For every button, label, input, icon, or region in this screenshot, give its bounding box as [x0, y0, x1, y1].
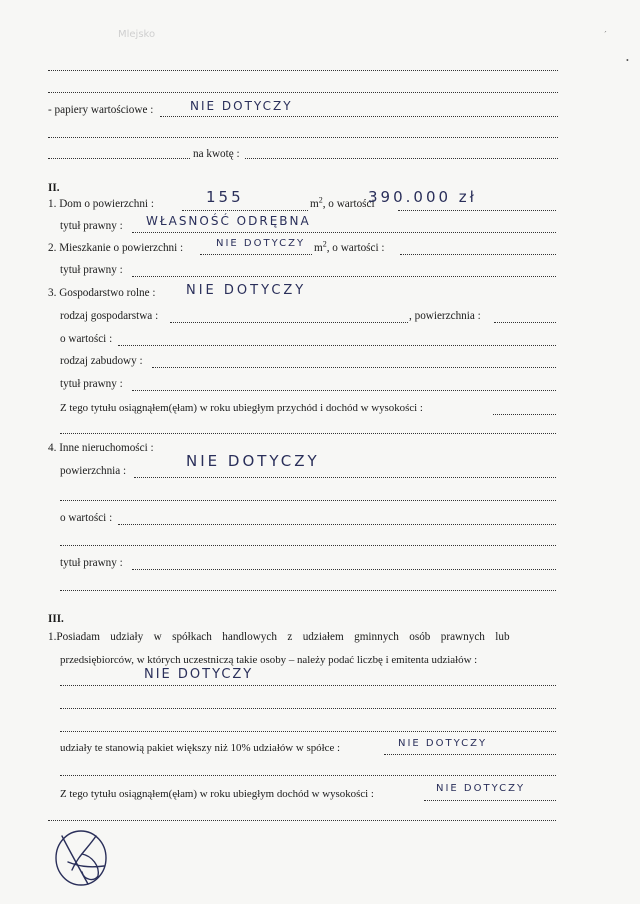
dotted-line — [493, 414, 556, 415]
farm-worth-label: o wartości : — [60, 333, 113, 345]
faint-header-text: Mlejsko — [118, 29, 156, 40]
flat-unit-sup: 2 — [322, 239, 327, 249]
dotted-line — [494, 322, 556, 323]
farm-income-label: Z tego tytułu osiągnąłem(ęłam) w roku ubiegłym przychód i dochód w wysokości : — [60, 402, 423, 414]
pakiet-label: udziały te stanowią pakiet większy niż 10% udziałów w spółce : — [60, 742, 341, 754]
other-area-label: powierzchnia : — [60, 465, 127, 477]
farm-value: NIE DOTYCZY — [186, 283, 307, 298]
section-3-heading: III. — [48, 613, 64, 625]
dotted-line — [134, 477, 556, 478]
dotted-line — [132, 232, 556, 233]
dotted-line — [48, 820, 556, 821]
dotted-line — [118, 524, 556, 525]
dotted-line — [60, 433, 556, 434]
other-title-label: tytuł prawny : — [60, 557, 123, 569]
dotted-line — [384, 754, 556, 755]
dotted-line — [48, 70, 558, 71]
shares-line-1: 1.Posiadam udziały w spółkach handlowych z udziałem gminnych osób prawnych lub — [48, 631, 510, 643]
income-value: NIE DOTYCZY — [436, 783, 526, 794]
house-unit-m: m — [310, 198, 319, 210]
farm-build-label: rodzaj zabudowy : — [60, 355, 143, 367]
other-area-value: NIE DOTYCZY — [186, 452, 320, 470]
flat-value-label: , o wartości : — [326, 242, 385, 254]
house-label: 1. Dom o powierzchni : — [48, 198, 154, 210]
dotted-line — [132, 276, 556, 277]
flat-title-label: tytuł prawny : — [60, 264, 123, 276]
house-unit-sup: 2 — [318, 195, 323, 205]
dotted-line — [60, 545, 556, 546]
dotted-line — [424, 800, 556, 801]
flat-area-value: NIE DOTYCZY — [216, 238, 306, 249]
dotted-line — [60, 590, 556, 591]
house-unit — [310, 197, 375, 211]
farm-kind-label: rodzaj gospodarstwa : — [60, 310, 159, 322]
papers-label: - papiery wartościowe : — [48, 104, 154, 116]
papers-value: NIE DOTYCZY — [190, 99, 293, 113]
dotted-line — [398, 210, 556, 211]
amount-label: na kwotę : — [193, 148, 240, 160]
dotted-line — [60, 731, 556, 732]
margin-mark: ´ — [604, 30, 607, 39]
shares-value: NIE DOTYCZY — [144, 667, 254, 682]
farm-title-label: tytuł prawny : — [60, 378, 123, 390]
pakiet-value: NIE DOTYCZY — [398, 738, 488, 749]
dotted-line — [132, 390, 556, 391]
dotted-line — [170, 322, 408, 323]
house-area-value: 155 — [206, 188, 244, 206]
dotted-line — [118, 345, 556, 346]
dotted-line — [182, 210, 308, 211]
house-value: 390.000 zł — [368, 188, 477, 206]
dotted-line — [245, 158, 558, 159]
house-title-value: WŁASNOŚĆ ODRĘBNA — [146, 214, 311, 228]
signature-image — [48, 826, 118, 888]
dotted-line — [60, 708, 556, 709]
dotted-line — [152, 367, 556, 368]
margin-mark: • — [626, 56, 629, 65]
house-value-label: , o wartości — [322, 198, 375, 210]
section-2-heading: II. — [48, 182, 60, 194]
house-title-label: tytuł prawny : — [60, 220, 123, 232]
farm-area-label: , powierzchnia : — [409, 310, 481, 322]
farm-label: 3. Gospodarstwo rolne : — [48, 287, 156, 299]
other-worth-label: o wartości : — [60, 512, 113, 524]
income-label: Z tego tytułu osiągnąłem(ęłam) w roku ubiegłym dochód w wysokości : — [60, 788, 374, 800]
shares-line-2: przedsiębiorców, w których uczestniczą takie osoby – należy podać liczbę i emitenta udziałów : — [60, 654, 478, 666]
dotted-line — [60, 500, 556, 501]
other-label: 4. Inne nieruchomości : — [48, 442, 154, 454]
dotted-line — [60, 775, 556, 776]
dotted-line — [400, 254, 556, 255]
flat-unit — [314, 241, 385, 255]
dotted-line — [48, 92, 558, 93]
flat-label: 2. Mieszkanie o powierzchni : — [48, 242, 184, 254]
dotted-line — [160, 116, 558, 117]
dotted-line — [48, 137, 558, 138]
dotted-line — [132, 569, 556, 570]
dotted-line — [60, 685, 556, 686]
dotted-line — [200, 254, 312, 255]
dotted-line — [48, 158, 190, 159]
flat-unit-m: m — [314, 242, 323, 254]
